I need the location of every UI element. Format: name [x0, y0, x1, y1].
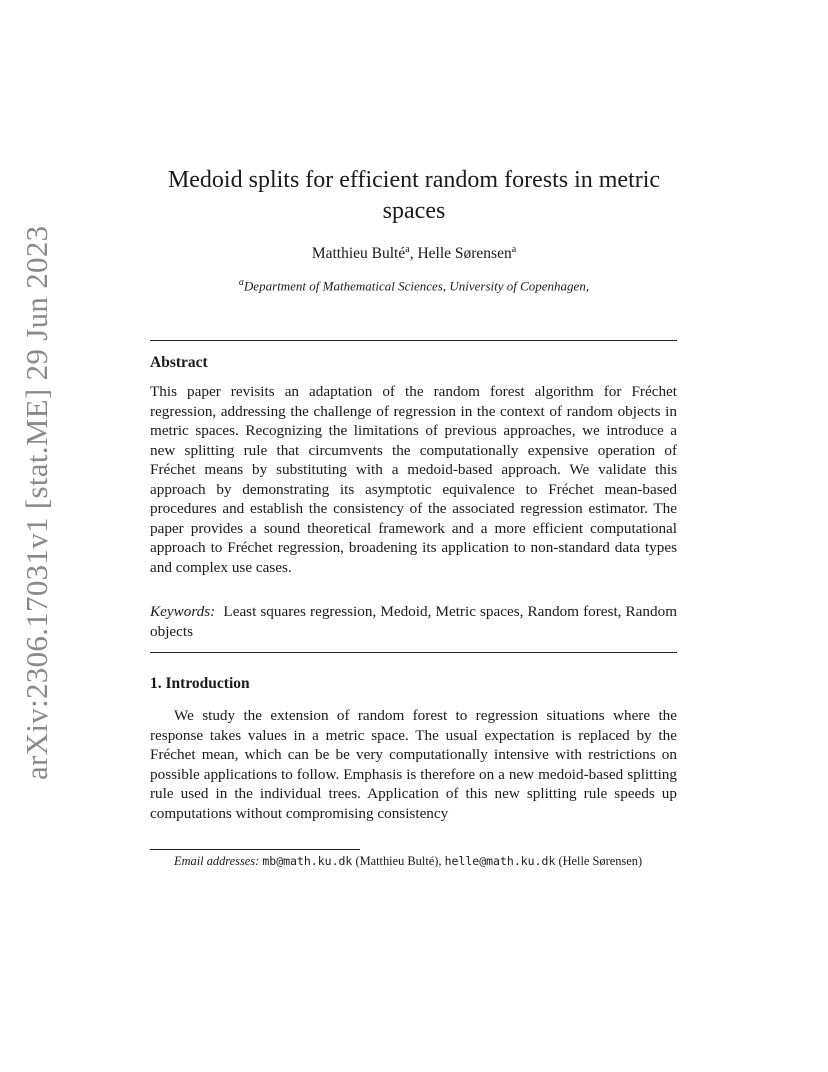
author-separator: ,: [409, 245, 418, 263]
author-1: Matthieu Bulté: [311, 245, 406, 263]
affiliation: [150, 277, 678, 294]
section-heading-introduction: 1. Introduction: [150, 675, 250, 692]
abstract-top-rule: [150, 340, 677, 341]
title-line-2: spaces: [382, 198, 446, 224]
introduction-paragraph: We study the extension of random forest to regression situations where the response takes values in a metric space. The usual expectation is replaced by the Fréchet mean, which can be be very computationally intensive with restrictions on possible applications to follow. Emphasis is therefore on a new medoid-based splitting rule used in the individual trees. Application of this new splitting rule speeds up computations without compromising consistency: [150, 707, 677, 822]
paper-title: [150, 165, 678, 227]
abstract-heading: Abstract: [150, 354, 208, 371]
email-1-owner: (Matthieu Bulté),: [352, 854, 445, 868]
author-list: [150, 244, 678, 263]
abstract-bottom-rule: [150, 652, 677, 653]
email-1[interactable]: mb@math.ku.dk: [262, 854, 353, 868]
affiliation-mark: a: [238, 277, 244, 288]
email-2[interactable]: helle@math.ku.dk: [444, 854, 556, 868]
keywords-label: Keywords:: [150, 603, 216, 620]
abstract-text: This paper revisits an adaptation of the random forest algorithm for Fréchet regression, addressing the challenge of regression in the context of random objects in metric spaces. Recognizing the limitations of previous approaches, we introduce a new splitting rule that circumvents the computationally expensive operation of Fréchet means by substituting with a medoid-based approach. We validate this approach by demonstrating its asymptotic equivalence to Fréchet mean-based procedures and establish the consistency of the associated regression estimator. The paper provides a sound theoretical framework and a more efficient computational approach to Fréchet regression, broadening its application to non-standard data types and complex use cases.: [150, 383, 677, 576]
email-2-owner: (Helle Sørensen): [555, 854, 643, 868]
footnote-label: Email addresses:: [174, 854, 260, 868]
keywords-list: Least squares regression, Medoid, Metric spaces, Random forest, Random objects: [150, 603, 678, 640]
author-2-affil-mark: a: [511, 244, 517, 255]
author-1-affil-mark: a: [405, 244, 410, 255]
arxiv-identifier: arXiv:2306.17031v1 [stat.ME] 29 Jun 2023: [19, 225, 54, 780]
affiliation-text: Department of Mathematical Sciences, University of Copenhagen,: [243, 278, 590, 294]
title-line-1: Medoid splits for efficient random forests in metric: [167, 167, 661, 193]
keywords: [150, 602, 677, 641]
footnote-rule: [150, 849, 360, 850]
author-2: Helle Sørensen: [417, 245, 512, 263]
footnote: [150, 853, 677, 870]
